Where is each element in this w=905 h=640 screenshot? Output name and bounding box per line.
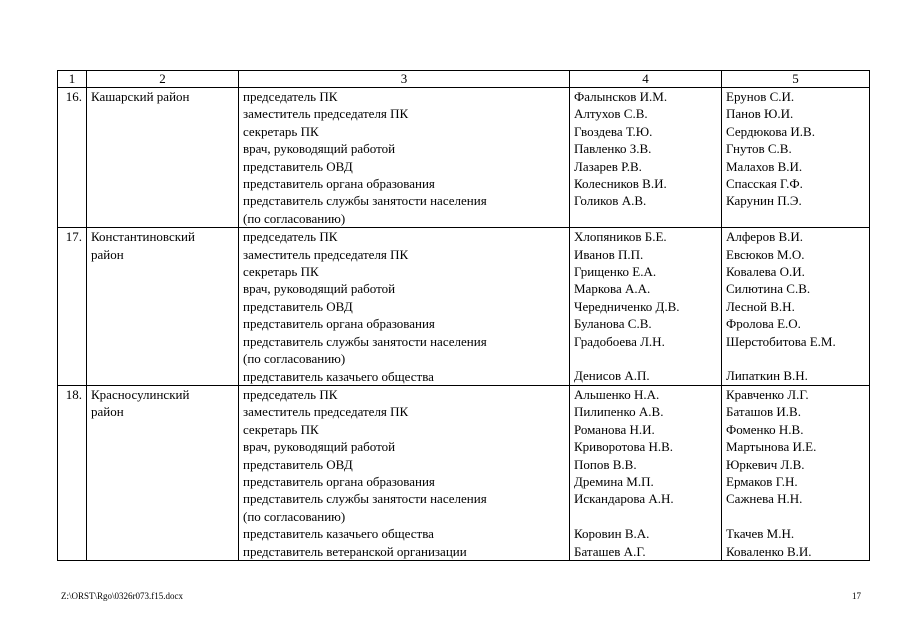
table-row: [58, 385, 870, 560]
reserve-name-line: Панов Ю.И.: [726, 106, 794, 122]
row-number: 17.: [58, 228, 87, 386]
role-line: представитель ОВД: [243, 456, 353, 472]
row-number: 18.: [58, 385, 87, 560]
reserve-name-line: Спасская Г.Ф.: [726, 176, 803, 192]
table-body: [58, 88, 870, 561]
role-line: представитель ОВД: [243, 158, 353, 174]
reserve-name-line: Малахов В.И.: [726, 158, 803, 174]
reserve-name-line: Липаткин В.Н.: [726, 368, 808, 384]
member-name-line: Иванов П.П.: [574, 246, 644, 262]
member-name-line: Маркова А.А.: [574, 281, 651, 297]
district-line: Константиновский: [91, 229, 195, 245]
role-line: представитель органа образования: [243, 176, 435, 192]
role-line: представитель ветеранской организации: [243, 543, 467, 559]
role-line: секретарь ПК: [243, 264, 319, 280]
reserve-name-line: Лесной В.Н.: [726, 298, 795, 314]
reserve-name-line: Ковалева О.И.: [726, 264, 805, 280]
role-cell: [239, 228, 570, 386]
member-name-line: Буланова С.В.: [574, 316, 652, 332]
table-row: [58, 228, 870, 386]
reserve-name-line: [726, 508, 865, 525]
footer-file-path: Z:\ORST\Rgo\0326r073.f15.docx: [61, 591, 183, 601]
role-line: представитель ОВД: [243, 298, 353, 314]
role-line: представитель службы занятости населения: [243, 491, 487, 507]
role-line: председатель ПК: [243, 89, 338, 104]
reserve-name-cell: [722, 228, 870, 386]
member-name-line: Денисов А.П.: [574, 368, 650, 384]
district-line: Кашарский район: [91, 89, 190, 104]
district-cell: [87, 88, 239, 228]
role-line: заместитель председателя ПК: [243, 246, 409, 262]
role-line: врач, руководящий работой: [243, 439, 396, 455]
reserve-name-cell: [722, 385, 870, 560]
role-line: секретарь ПК: [243, 123, 319, 139]
reserve-name-line: Баташов И.В.: [726, 404, 801, 420]
role-line: врач, руководящий работой: [243, 141, 396, 157]
role-line: представитель казачьего общества: [243, 526, 434, 542]
role-line: представитель службы занятости населения: [243, 193, 487, 209]
column-header: 4: [570, 71, 722, 88]
reserve-name-line: Сажнева Н.Н.: [726, 491, 803, 507]
member-name-line: Искандарова А.Н.: [574, 491, 674, 507]
member-name-cell: [570, 385, 722, 560]
member-name-line: Гвоздева Т.Ю.: [574, 123, 653, 139]
role-line: секретарь ПК: [243, 421, 319, 437]
member-name-line: [574, 210, 717, 227]
reserve-name-cell: [722, 88, 870, 228]
table-row: [58, 88, 870, 228]
member-name-line: Баташев А.Г.: [574, 543, 646, 559]
role-line: заместитель председателя ПК: [243, 106, 409, 122]
column-header: 1: [58, 71, 87, 88]
reserve-name-line: Фоменко Н.В.: [726, 421, 804, 437]
member-name-line: Коровин В.А.: [574, 526, 650, 542]
member-name-line: Альшенко Н.А.: [574, 386, 660, 402]
member-name-line: Дремина М.П.: [574, 473, 654, 489]
footer-page-number: 17: [852, 591, 861, 601]
reserve-name-line: Юркевич Л.В.: [726, 456, 805, 472]
role-line: представитель органа образования: [243, 473, 435, 489]
role-line: представитель казачьего общества: [243, 368, 434, 384]
reserve-name-line: Фролова Е.О.: [726, 316, 801, 332]
role-line: заместитель председателя ПК: [243, 404, 409, 420]
member-name-line: Алтухов С.В.: [574, 106, 648, 122]
district-line: район: [91, 404, 124, 420]
member-name-line: Грищенко Е.А.: [574, 264, 657, 280]
column-header: 2: [87, 71, 239, 88]
reserve-name-line: [726, 350, 865, 367]
reserve-name-line: [726, 210, 865, 227]
member-name-cell: [570, 228, 722, 386]
role-line: председатель ПК: [243, 229, 338, 245]
district-cell: [87, 385, 239, 560]
member-name-line: [574, 350, 717, 367]
member-name-line: Павленко З.В.: [574, 141, 652, 157]
member-name-line: Романова Н.И.: [574, 421, 655, 437]
member-name-line: Фалынсков И.М.: [574, 89, 668, 104]
reserve-name-line: Гнутов С.В.: [726, 141, 792, 157]
role-line: представитель органа образования: [243, 316, 435, 332]
member-name-line: Градобоева Л.Н.: [574, 333, 665, 349]
reserve-name-line: Мартынова И.Е.: [726, 439, 817, 455]
row-number: 16.: [58, 88, 87, 228]
role-line: врач, руководящий работой: [243, 281, 396, 297]
role-line: представитель службы занятости населения: [243, 333, 487, 349]
role-line: (по согласованию): [243, 210, 346, 226]
member-name-line: Попов В.В.: [574, 456, 637, 472]
district-cell: [87, 228, 239, 386]
member-name-line: Колесников В.И.: [574, 176, 667, 192]
reserve-name-line: Ткачев М.Н.: [726, 526, 795, 542]
member-name-line: Криворотова Н.В.: [574, 439, 674, 455]
role-line: председатель ПК: [243, 386, 338, 402]
reserve-name-line: Ермаков Г.Н.: [726, 473, 798, 489]
member-name-line: Пилипенко А.В.: [574, 404, 664, 420]
reserve-name-line: Коваленко В.И.: [726, 543, 812, 559]
reserve-name-line: Силютина С.В.: [726, 281, 811, 297]
member-name-line: Хлопяников Б.Е.: [574, 229, 667, 245]
member-name-cell: [570, 88, 722, 228]
reserve-name-line: Алферов В.И.: [726, 229, 804, 245]
column-header: 3: [239, 71, 570, 88]
role-line: (по согласованию): [243, 351, 346, 367]
role-cell: [239, 88, 570, 228]
reserve-name-line: Евсюков М.О.: [726, 246, 805, 262]
member-name-line: Чередниченко Д.В.: [574, 298, 680, 314]
reserve-name-line: Шерстобитова Е.М.: [726, 333, 836, 349]
district-line: Красносулинский: [91, 386, 190, 402]
reserve-name-line: Ерунов С.И.: [726, 89, 795, 104]
role-cell: [239, 385, 570, 560]
reserve-name-line: Сердюкова И.В.: [726, 123, 815, 139]
reserve-name-line: Карунин П.Э.: [726, 193, 802, 209]
header-row: [58, 71, 870, 88]
member-name-line: Голиков А.В.: [574, 193, 647, 209]
role-line: (по согласованию): [243, 508, 346, 524]
district-line: район: [91, 246, 124, 262]
reserve-name-line: Кравченко Л.Г.: [726, 386, 809, 402]
member-name-line: [574, 508, 717, 525]
commission-table: [57, 70, 870, 561]
member-name-line: Лазарев Р.В.: [574, 158, 642, 174]
column-header: 5: [722, 71, 870, 88]
